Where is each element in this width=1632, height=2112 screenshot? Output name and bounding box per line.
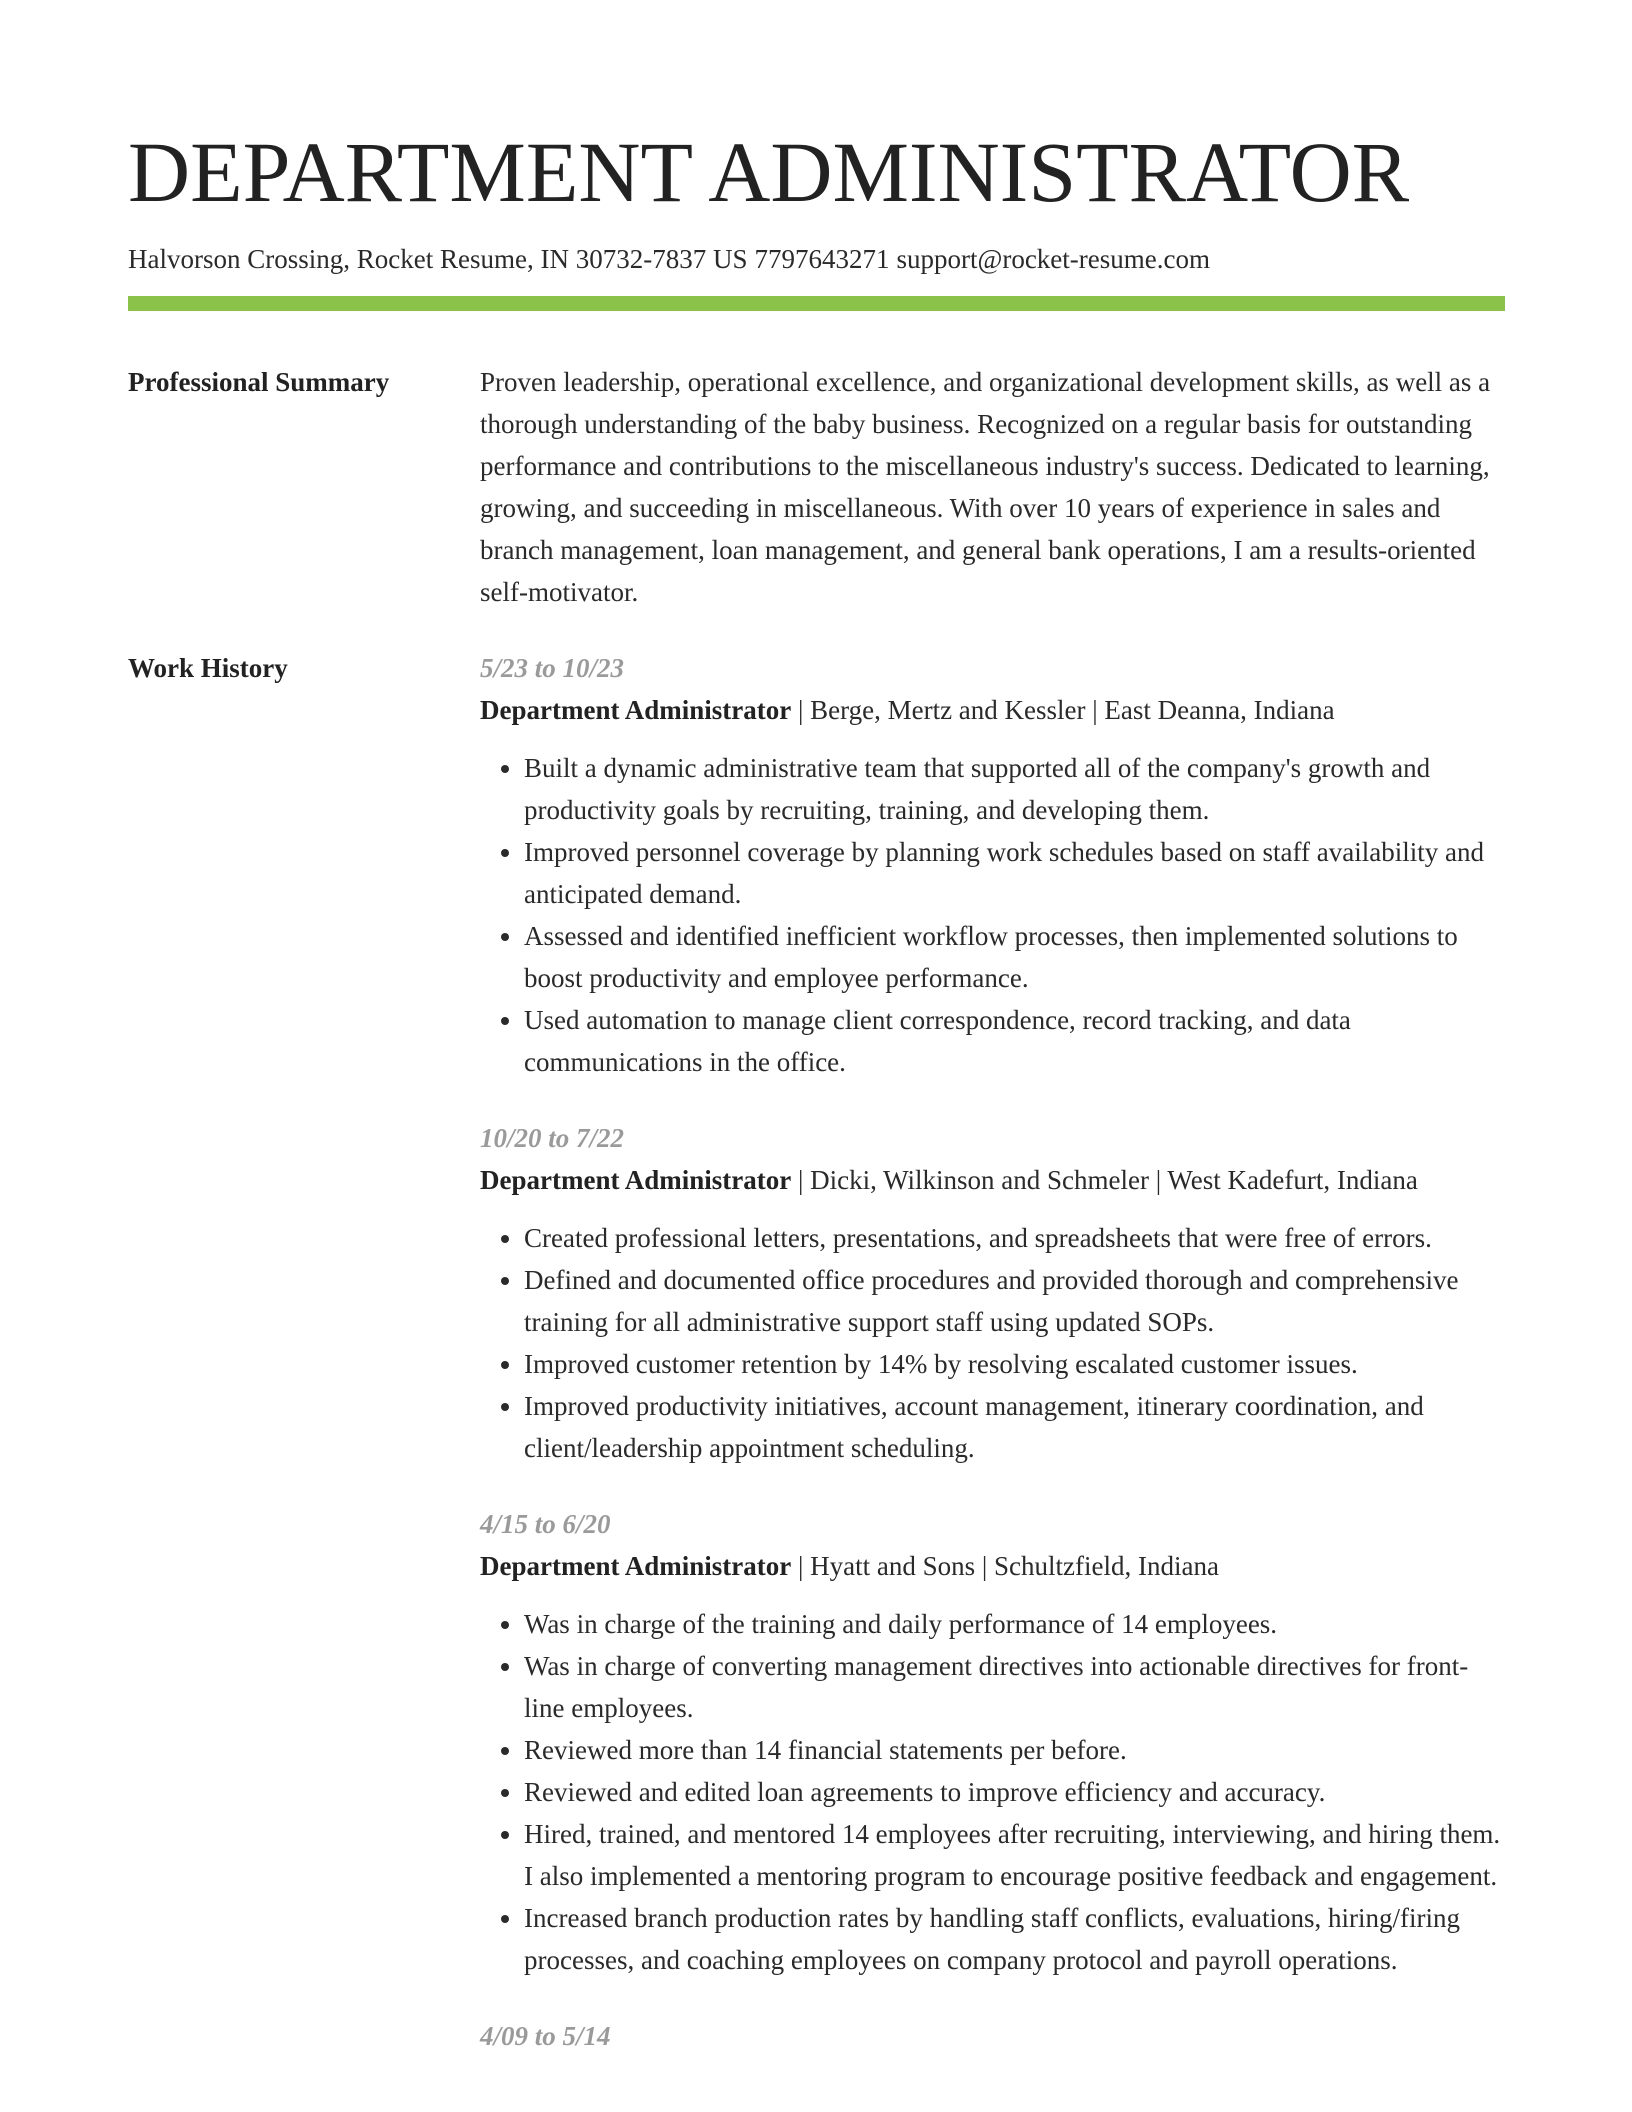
job-bullet: • Created professional letters, presentations, and spreadsheets that were free of errors. xyxy=(524,1217,1505,1259)
job-bullet: • Built a dynamic administrative team that supported all of the company's growth and productivity goals by recruiting, training, and developing them. xyxy=(524,747,1505,831)
job-bullet: • Improved customer retention by 14% by resolving escalated customer issues. xyxy=(524,1343,1505,1385)
job-bullet: • Improved personnel coverage by planning work schedules based on staff availability and anticipated demand. xyxy=(524,831,1505,915)
job-title: Department Administrator xyxy=(480,1165,792,1195)
job-entry xyxy=(480,1503,1505,1981)
job-entry xyxy=(480,647,1505,1083)
section-title-summary: Professional Summary xyxy=(128,367,390,397)
job-heading xyxy=(480,689,1505,731)
job-bullet: • Increased branch production rates by handling staff conflicts, evaluations, hiring/firing processes, and coaching employees on company protocol and payroll operations. xyxy=(524,1897,1505,1981)
section-title-work-history: Work History xyxy=(128,653,288,683)
resume-page xyxy=(128,0,1505,2091)
job-title: Department Administrator xyxy=(480,1551,792,1581)
job-heading xyxy=(480,1159,1505,1201)
contact-address: Halvorson Crossing, Rocket Resume, IN 30732-7837 US xyxy=(128,244,748,274)
job-bullet: • Was in charge of the training and daily performance of 14 employees. xyxy=(524,1603,1505,1645)
job-bullet: • Improved productivity initiatives, account management, itinerary coordination, and client/leadership appointment scheduling. xyxy=(524,1385,1505,1469)
job-bullet: • Defined and documented office procedures and provided thorough and comprehensive training for all administrative support staff using updated SOPs. xyxy=(524,1259,1505,1343)
job-heading xyxy=(480,1545,1505,1587)
job-dates: 10/20 to 7/22 xyxy=(480,1123,625,1153)
job-bullet: • Was in charge of converting management directives into actionable directives for front-line employees. xyxy=(524,1645,1505,1729)
job-dates: 5/23 to 10/23 xyxy=(480,653,625,683)
job-employer-location: | Berge, Mertz and Kessler | East Deanna, Indiana xyxy=(791,695,1335,725)
job-employer-location: | Dicki, Wilkinson and Schmeler | West Kadefurt, Indiana xyxy=(791,1165,1418,1195)
job-bullets xyxy=(480,1603,1505,1981)
job-bullet: • Used automation to manage client correspondence, record tracking, and data communications in the office. xyxy=(524,999,1505,1083)
contact-line xyxy=(128,242,1505,276)
job-title: Department Administrator xyxy=(480,695,792,725)
job-bullet: • Hired, trained, and mentored 14 employees after recruiting, interviewing, and hiring them. I also implemented a mentoring program to encourage positive feedback and engagement. xyxy=(524,1813,1505,1897)
job-dates: 4/15 to 6/20 xyxy=(480,1509,611,1539)
work-history-list xyxy=(480,647,1505,2091)
job-bullet: • Assessed and identified inefficient workflow processes, then implemented solutions to boost productivity and employee performance. xyxy=(524,915,1505,999)
contact-phone: 7797643271 xyxy=(754,244,890,274)
job-entry xyxy=(480,1117,1505,1469)
job-bullet: • Reviewed and edited loan agreements to improve efficiency and accuracy. xyxy=(524,1771,1505,1813)
summary-text: Proven leadership, operational excellence, and organizational development skills, as well as a thorough understanding of the baby business. Recognized on a regular basis for outstanding performance and contributions to the miscellaneous industry's success. Dedicated to learning, growing, and succeeding in miscellaneous. With over 10 years of experience in sales and branch management, loan management, and general bank operations, I am a results-oriented self-motivator. xyxy=(480,367,1491,607)
job-entry xyxy=(480,2015,1505,2057)
job-bullets xyxy=(480,1217,1505,1469)
work-history-section xyxy=(128,647,1505,2091)
job-bullets xyxy=(480,747,1505,1083)
summary-section xyxy=(128,361,1505,613)
job-bullet: • Reviewed more than 14 financial statements per before. xyxy=(524,1729,1505,1771)
job-dates: 4/09 to 5/14 xyxy=(480,2021,611,2051)
resume-name-heading: DEPARTMENT ADMINISTRATOR xyxy=(128,124,1410,220)
accent-divider xyxy=(128,296,1505,311)
job-employer-location: | Hyatt and Sons | Schultzfield, Indiana xyxy=(791,1551,1219,1581)
contact-email: support@rocket-resume.com xyxy=(896,244,1210,274)
